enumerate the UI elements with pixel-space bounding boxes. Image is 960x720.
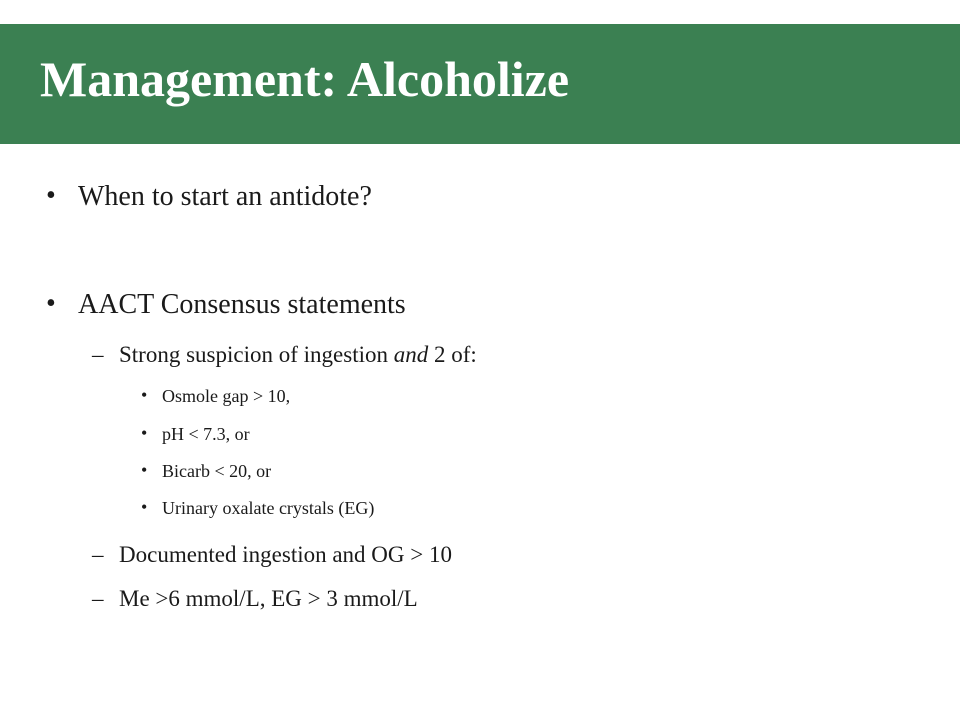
bullet-dot-icon: • [141,423,148,443]
sub-item-strong-suspicion [119,343,477,366]
criterion-bicarb: Bicarb < 20, or [162,461,272,481]
bullet-dot-icon: • [141,385,148,405]
bullet-item-1: When to start an antidote? [78,181,372,212]
sub-item-text-part: Strong suspicion of ingestion [119,342,394,367]
bullet-dot-icon: • [46,180,56,211]
criterion-ph: pH < 7.3, or [162,424,250,444]
criterion-oxalate-crystals: Urinary oxalate crystals (EG) [162,498,375,518]
sub-item-documented-ingestion: Documented ingestion and OG > 10 [119,542,452,567]
sub-item-me-eg-levels: Me >6 mmol/L, EG > 3 mmol/L [119,586,418,611]
bullet-dot-icon: • [46,288,56,319]
bullet-dash-icon: – [92,586,104,611]
bullet-item-2: AACT Consensus statements [78,289,406,320]
criterion-osmole-gap: Osmole gap > 10, [162,386,291,406]
slide-title: Management: Alcoholize [40,51,570,107]
bullet-dot-icon: • [141,460,148,480]
sub-item-emphasis: and [393,342,429,367]
sub-item-text-part: 2 of: [428,342,477,367]
bullet-dash-icon: – [92,542,104,567]
bullet-dash-icon: – [92,342,104,367]
bullet-dot-icon: • [141,497,148,517]
